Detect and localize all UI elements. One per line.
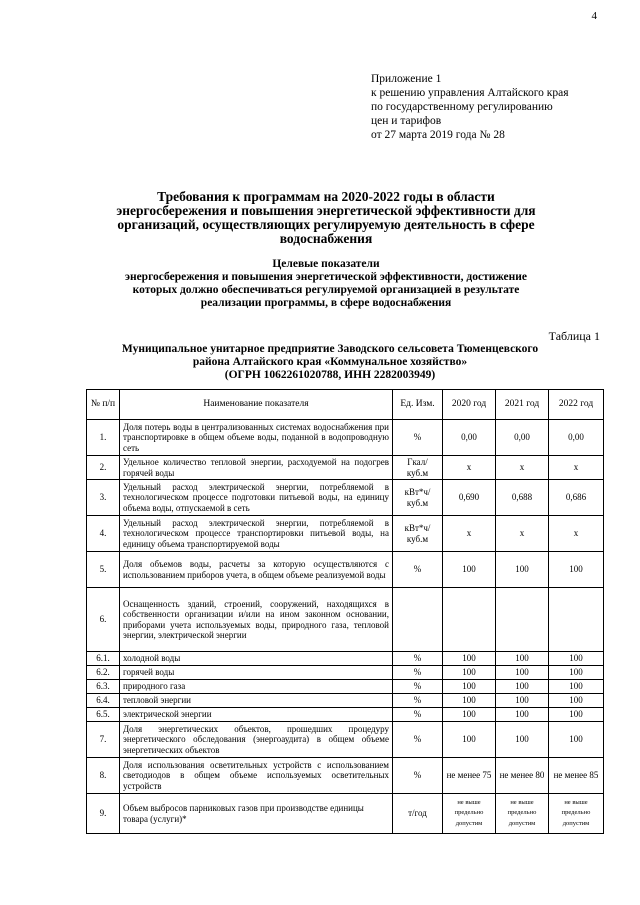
organization-line: Муниципальное унитарное предприятие Заводского сельсовета Тюменцевского <box>121 343 539 355</box>
row-number: 4. <box>87 516 120 552</box>
organization-heading <box>80 343 580 382</box>
row-number: 8. <box>87 758 120 794</box>
table-row <box>87 652 604 666</box>
table-row <box>87 666 604 680</box>
table-row <box>87 758 604 794</box>
row-value-2020: не менее 75 <box>443 758 496 794</box>
row-unit <box>393 588 443 652</box>
header-indicator-name: Наименование показателя <box>120 390 393 420</box>
row-value-2020: 0,690 <box>443 480 496 516</box>
row-value-2020: 100 <box>443 552 496 588</box>
row-indicator-name: Удельный расход электрической энергии, потребляемой в технологическом процессе подготовки питьевой воды, на единицу объема воды, отпускаемой в сеть <box>120 480 393 516</box>
row-unit: % <box>393 722 443 758</box>
row-value-2022: не выше предельно допустим <box>549 794 604 834</box>
row-unit: т/год <box>393 794 443 834</box>
table-row <box>87 516 604 552</box>
row-value-2020 <box>443 588 496 652</box>
row-unit: % <box>393 652 443 666</box>
appendix-line: к решению управления Алтайского края <box>371 87 569 99</box>
row-value-2021: 100 <box>496 552 549 588</box>
subtitle-line: реализации программы, в сфере водоснабжения <box>200 297 452 309</box>
document-title <box>80 190 572 246</box>
row-unit: кВт*ч/ куб.м <box>393 516 443 552</box>
row-unit: % <box>393 420 443 456</box>
table-row <box>87 588 604 652</box>
row-value-2022: 100 <box>549 694 604 708</box>
header-unit: Ед. Изм. <box>393 390 443 420</box>
row-value-2021 <box>496 588 549 652</box>
row-value-2022: 100 <box>549 666 604 680</box>
row-value-2022: 100 <box>549 552 604 588</box>
row-value-2020: 100 <box>443 694 496 708</box>
header-number: № п/п <box>87 390 120 420</box>
row-value-2021: 0,00 <box>496 420 549 456</box>
row-value-2021: x <box>496 516 549 552</box>
row-indicator-name: природного газа <box>120 680 393 694</box>
title-line: водоснабжения <box>279 231 373 246</box>
row-indicator-name: Удельный расход электрической энергии, потребляемой в технологическом процессе транспортировки питьевой воды, на единицу объема транспортируемой воды <box>120 516 393 552</box>
row-value-2021: 100 <box>496 722 549 758</box>
row-value-2021: 100 <box>496 666 549 680</box>
row-value-2022: 100 <box>549 708 604 722</box>
table-label: Таблица 1 <box>548 329 600 343</box>
row-number: 6. <box>87 588 120 652</box>
title-line: энергосбережения и повышения энергетической эффективности для <box>116 203 536 218</box>
row-value-2021: 100 <box>496 694 549 708</box>
title-line: Требования к программам на 2020-2022 годы в области <box>157 189 495 204</box>
row-indicator-name: Доля использования осветительных устройств с использованием светодиодов в общем объеме используемых осветительных устройств <box>120 758 393 794</box>
row-number: 1. <box>87 420 120 456</box>
table-row <box>87 552 604 588</box>
row-unit: % <box>393 708 443 722</box>
row-value-2020: 100 <box>443 652 496 666</box>
row-value-2021: не выше предельно допустим <box>496 794 549 834</box>
row-number: 2. <box>87 456 120 480</box>
row-indicator-name: Доля потерь воды в централизованных системах водоснабжения при транспортировке в общем объеме воды, поданной в водопроводную сеть <box>120 420 393 456</box>
row-value-2022: x <box>549 456 604 480</box>
row-indicator-name: горячей воды <box>120 666 393 680</box>
title-line: организаций, осуществляющих регулируемую деятельность в сфере <box>117 217 535 232</box>
row-value-2020: 100 <box>443 722 496 758</box>
row-unit: Гкал/ куб.м <box>393 456 443 480</box>
table-row <box>87 708 604 722</box>
row-value-2022: 100 <box>549 680 604 694</box>
row-number: 6.2. <box>87 666 120 680</box>
row-value-2021: 100 <box>496 652 549 666</box>
row-indicator-name: тепловой энергии <box>120 694 393 708</box>
row-indicator-name: Доля объемов воды, расчеты за которую осуществляются с использованием приборов учета, в общем объеме реализуемой воды <box>120 552 393 588</box>
row-value-2021: 0,688 <box>496 480 549 516</box>
row-value-2020: 100 <box>443 666 496 680</box>
row-value-2022: не менее 85 <box>549 758 604 794</box>
row-indicator-name: холодной воды <box>120 652 393 666</box>
page-number: 4 <box>591 10 597 22</box>
section-subtitle <box>80 258 572 310</box>
row-value-2022: 0,00 <box>549 420 604 456</box>
row-value-2020: 100 <box>443 708 496 722</box>
table-row <box>87 794 604 834</box>
row-unit: % <box>393 680 443 694</box>
row-value-2022: 100 <box>549 722 604 758</box>
header-2022: 2022 год <box>549 390 604 420</box>
row-value-2022 <box>549 588 604 652</box>
row-value-2021: не менее 80 <box>496 758 549 794</box>
table-header-row <box>87 390 604 420</box>
row-value-2020: x <box>443 516 496 552</box>
row-number: 9. <box>87 794 120 834</box>
subtitle-line: Целевые показатели <box>272 258 380 270</box>
appendix-line: Приложение 1 <box>371 73 442 85</box>
table-row <box>87 456 604 480</box>
row-value-2021: 100 <box>496 680 549 694</box>
table-row <box>87 694 604 708</box>
table-row <box>87 722 604 758</box>
row-value-2020: не выше предельно допустим <box>443 794 496 834</box>
row-number: 7. <box>87 722 120 758</box>
row-value-2020: 100 <box>443 680 496 694</box>
organization-line: района Алтайского края «Коммунальное хозяйство» <box>192 356 468 368</box>
table-row <box>87 420 604 456</box>
row-number: 5. <box>87 552 120 588</box>
row-value-2022: 100 <box>549 652 604 666</box>
row-indicator-name: Доля энергетических объектов, прошедших процедуру энергетического обследования (энергоаудита) в общем объеме энергетических объектов <box>120 722 393 758</box>
row-value-2020: 0,00 <box>443 420 496 456</box>
row-unit: % <box>393 758 443 794</box>
row-unit: % <box>393 694 443 708</box>
row-value-2022: 0,686 <box>549 480 604 516</box>
appendix-line: цен и тарифов <box>371 115 442 127</box>
row-indicator-name: Объем выбросов парниковых газов при производстве единицы товара (услуги)* <box>120 794 393 834</box>
row-value-2020: x <box>443 456 496 480</box>
header-2020: 2020 год <box>443 390 496 420</box>
indicators-table <box>86 389 604 834</box>
row-value-2022: x <box>549 516 604 552</box>
header-2021: 2021 год <box>496 390 549 420</box>
row-number: 6.1. <box>87 652 120 666</box>
appendix-line: по государственному регулированию <box>371 101 553 113</box>
row-indicator-name: Удельное количество тепловой энергии, расходуемой на подогрев горячей воды <box>120 456 393 480</box>
organization-line: (ОГРН 1062261020788, ИНН 2282003949) <box>224 369 436 381</box>
subtitle-line: энергосбережения и повышения энергетической эффективности, достижение <box>124 271 528 283</box>
row-unit: кВт*ч/ куб.м <box>393 480 443 516</box>
row-indicator-name: электрической энергии <box>120 708 393 722</box>
row-unit: % <box>393 666 443 680</box>
appendix-block <box>371 72 569 142</box>
row-number: 3. <box>87 480 120 516</box>
subtitle-line: которых должно обеспечиваться регулируемой организацией в результате <box>132 284 520 296</box>
table-row <box>87 680 604 694</box>
row-number: 6.5. <box>87 708 120 722</box>
row-number: 6.4. <box>87 694 120 708</box>
row-unit: % <box>393 552 443 588</box>
row-indicator-name: Оснащенность зданий, строений, сооружений, находящихся в собственности организации и/или на ином законном основании, приборами учета используемых воды, природного газа, тепловой энергии, электрической энергии <box>120 588 393 652</box>
row-number: 6.3. <box>87 680 120 694</box>
appendix-line: от 27 марта 2019 года № 28 <box>371 129 505 141</box>
table-row <box>87 480 604 516</box>
row-value-2021: x <box>496 456 549 480</box>
row-value-2021: 100 <box>496 708 549 722</box>
